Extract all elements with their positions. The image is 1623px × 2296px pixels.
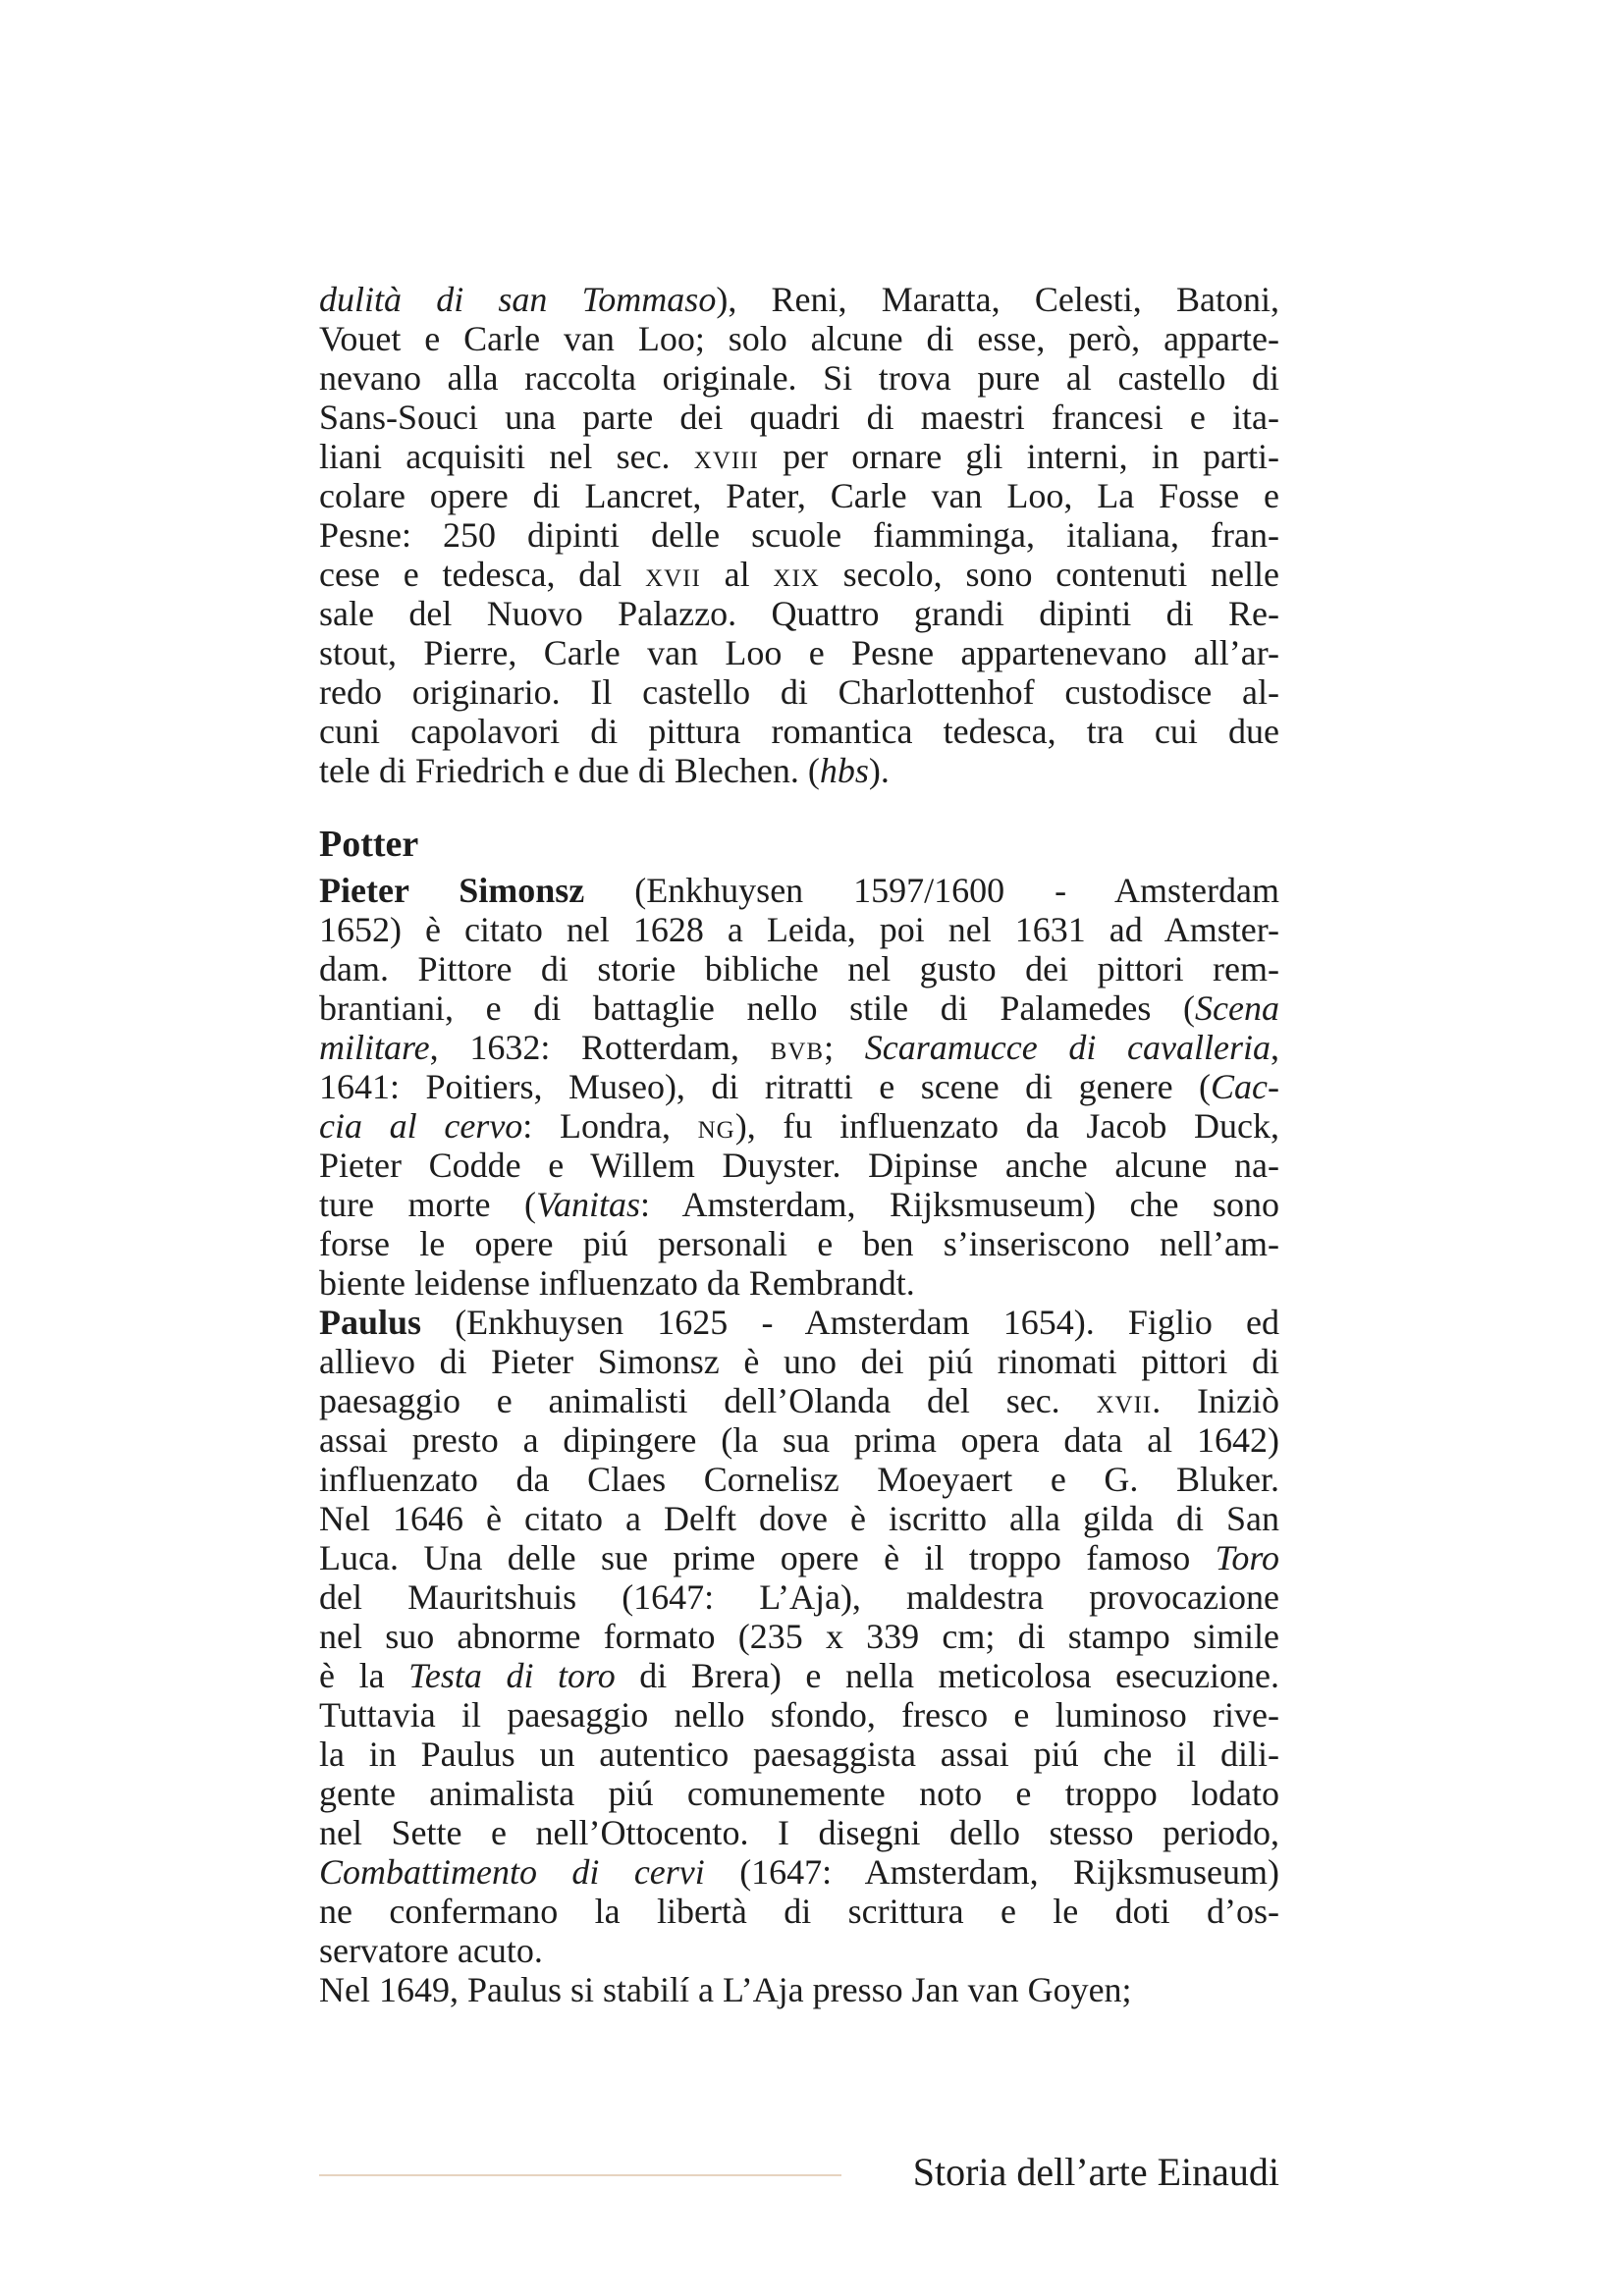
- text-line: [319, 1852, 1279, 1892]
- text-line: [319, 1303, 1279, 1342]
- text-run: del Mauritshuis (1647: L’Aja), maldestra provocazione: [319, 1577, 1279, 1617]
- text-line: [319, 594, 1279, 633]
- text-run: brantiani, e di battaglie nello stile di Palamedes (: [319, 988, 1196, 1028]
- text-run: (Enkhuysen 1625 - Amsterdam 1654). Figlio ed: [421, 1303, 1279, 1342]
- text-run: Paulus: [319, 1303, 422, 1342]
- text-run: . Iniziò: [1152, 1381, 1279, 1420]
- text-run: nevano alla raccolta originale. Si trova pure al castello di: [319, 358, 1279, 398]
- text-run: tele di Friedrich e due di Blechen. (: [319, 751, 820, 790]
- text-run: ), Reni, Maratta, Celesti, Batoni,: [716, 280, 1279, 319]
- text-run: ;: [824, 1028, 865, 1067]
- text-run: nel Sette e nell’Ottocento. I disegni dello stesso periodo,: [319, 1813, 1279, 1852]
- text-run: : Londra,: [522, 1106, 698, 1146]
- text-line: [319, 1499, 1279, 1538]
- text-line: [319, 319, 1279, 358]
- text-run: al: [700, 555, 774, 594]
- text-line: [319, 1538, 1279, 1577]
- text-run: Combattimento di cervi: [319, 1852, 705, 1892]
- text-run: Sans-Souci una parte dei quadri di maestri francesi e ita-: [319, 398, 1279, 437]
- text-line: [319, 1813, 1279, 1852]
- text-run: servatore acuto.: [319, 1931, 543, 1970]
- text-run: xvii: [1096, 1381, 1153, 1420]
- text-run: forse le opere piú personali e ben s’inseriscono nell’am-: [319, 1224, 1279, 1263]
- text-line: [319, 871, 1279, 910]
- text-line: [319, 1931, 1279, 1970]
- text-line: [319, 1695, 1279, 1735]
- text-line: [319, 1617, 1279, 1656]
- text-run: colare opere di Lancret, Pater, Carle van Loo, La Fosse e: [319, 476, 1279, 515]
- text-line: [319, 280, 1279, 319]
- text-run: Pieter Codde e Willem Duyster. Dipinse anche alcune na-: [319, 1146, 1279, 1185]
- text-run: sale del Nuovo Palazzo. Quattro grandi dipinti di Re-: [319, 594, 1279, 633]
- text-run: (1647: Amsterdam, Rijksmuseum): [704, 1852, 1279, 1892]
- footer-rule: [319, 2174, 841, 2176]
- text-run: dulità di san Tommaso: [319, 280, 717, 319]
- text-run: per ornare gli interni, in parti-: [758, 437, 1280, 476]
- text-run: dam. Pittore di storie bibliche nel gusto dei pittori rem-: [319, 949, 1279, 988]
- text-run: ).: [868, 751, 890, 790]
- text-run: Vouet e Carle van Loo; solo alcune di esse, però, apparte-: [319, 319, 1279, 358]
- text-run: cuni capolavori di pittura romantica tedesca, tra cui due: [319, 712, 1279, 751]
- text-run: cia al cervo: [319, 1106, 523, 1146]
- text-line: [319, 712, 1279, 751]
- text-line: [319, 1381, 1279, 1420]
- text-run: la in Paulus un autentico paesaggista assai piú che il dili-: [319, 1735, 1279, 1774]
- text-run: Scaramucce di cavalleria: [864, 1028, 1271, 1067]
- text-run: è la: [319, 1656, 409, 1695]
- text-line: [319, 515, 1279, 555]
- text-line: [319, 1656, 1279, 1695]
- text-line: [319, 1735, 1279, 1774]
- text-run: ture morte (: [319, 1185, 536, 1224]
- text-run: redo originario. Il castello di Charlottenhof custodisce al-: [319, 672, 1279, 712]
- text-line: [319, 751, 1279, 790]
- text-run: ,: [1271, 1028, 1279, 1067]
- text-run: Cac-: [1211, 1067, 1279, 1106]
- text-line: [319, 1892, 1279, 1931]
- text-run: biente leidense influenzato da Rembrandt.: [319, 1263, 915, 1303]
- text-line: [319, 1774, 1279, 1813]
- text-line: [319, 1460, 1279, 1499]
- text-run: di Brera) e nella meticolosa esecuzione.: [615, 1656, 1279, 1695]
- text-line: [319, 988, 1279, 1028]
- text-line: [319, 1185, 1279, 1224]
- text-run: gente animalista piú comunemente noto e troppo lodato: [319, 1774, 1279, 1813]
- text-line: [319, 1146, 1279, 1185]
- text-line: [319, 1106, 1279, 1146]
- text-run: ng: [697, 1106, 735, 1146]
- text-run: Toro: [1215, 1538, 1279, 1577]
- text-run: Vanitas: [535, 1185, 640, 1224]
- text-run: influenzato da Claes Cornelisz Moeyaert e G. Bluker.: [319, 1460, 1279, 1499]
- entry-heading: Potter: [319, 824, 419, 865]
- text-line: [319, 555, 1279, 594]
- text-run: stout, Pierre, Carle van Loo e Pesne appartenevano all’ar-: [319, 633, 1279, 672]
- text-run: assai presto a dipingere (la sua prima opera data al 1642): [319, 1420, 1279, 1460]
- text-run: ), fu influenzato da Jacob Duck,: [734, 1106, 1279, 1146]
- text-line: [319, 1970, 1279, 2009]
- text-run: allievo di Pieter Simonsz è uno dei piú rinomati pittori di: [319, 1342, 1279, 1381]
- text-line: [319, 358, 1279, 398]
- text-run: Testa di toro: [408, 1656, 616, 1695]
- text-line: [319, 1420, 1279, 1460]
- text-run: liani acquisiti nel sec.: [319, 437, 694, 476]
- text-run: : Amsterdam, Rijksmuseum) che sono: [639, 1185, 1279, 1224]
- text-run: Scena: [1195, 988, 1279, 1028]
- text-run: Pieter Simonsz: [319, 871, 585, 910]
- text-run: nel suo abnorme formato (235 x 339 cm; di stampo simile: [319, 1617, 1279, 1656]
- text-run: xviii: [693, 437, 759, 476]
- text-run: secolo, sono contenuti nelle: [819, 555, 1279, 594]
- text-line: [319, 949, 1279, 988]
- text-line: [319, 672, 1279, 712]
- text-run: (Enkhuysen 1597/1600 - Amsterdam: [584, 871, 1279, 910]
- text-run: 1652) è citato nel 1628 a Leida, poi nel 1631 ad Amster-: [319, 910, 1279, 949]
- text-run: Tuttavia il paesaggio nello sfondo, fresco e luminoso rive-: [319, 1695, 1279, 1735]
- text-run: militare: [319, 1028, 430, 1067]
- text-line: [319, 1224, 1279, 1263]
- text-run: Luca. Una delle sue prime opere è il troppo famoso: [319, 1538, 1216, 1577]
- footer-title: Storia dell’arte Einaudi: [912, 2150, 1279, 2194]
- text-run: Nel 1646 è citato a Delft dove è iscritto alla gilda di San: [319, 1499, 1279, 1538]
- text-run: ne confermano la libertà di scrittura e le doti d’os-: [319, 1892, 1279, 1931]
- text-line: [319, 476, 1279, 515]
- text-run: xix: [773, 555, 820, 594]
- text-run: 1641: Poitiers, Museo), di ritratti e scene di genere (: [319, 1067, 1212, 1106]
- text-line: [319, 1028, 1279, 1067]
- text-line: [319, 1263, 1279, 1303]
- text-line: [319, 910, 1279, 949]
- text-line: [319, 1577, 1279, 1617]
- text-line: [319, 398, 1279, 437]
- text-run: bvb: [770, 1028, 825, 1067]
- text-run: hbs: [819, 751, 869, 790]
- text-run: xvii: [645, 555, 701, 594]
- text-line: [319, 437, 1279, 476]
- text-run: , 1632: Rotterdam,: [429, 1028, 771, 1067]
- text-run: paesaggio e animalisti dell’Olanda del sec.: [319, 1381, 1097, 1420]
- text-line: [319, 633, 1279, 672]
- text-run: Nel 1649, Paulus si stabilí a L’Aja presso Jan van Goyen;: [319, 1970, 1132, 2009]
- text-run: Pesne: 250 dipinti delle scuole fiamminga, italiana, fran-: [319, 515, 1279, 555]
- text-run: cese e tedesca, dal: [319, 555, 646, 594]
- text-line: [319, 1342, 1279, 1381]
- text-line: [319, 1067, 1279, 1106]
